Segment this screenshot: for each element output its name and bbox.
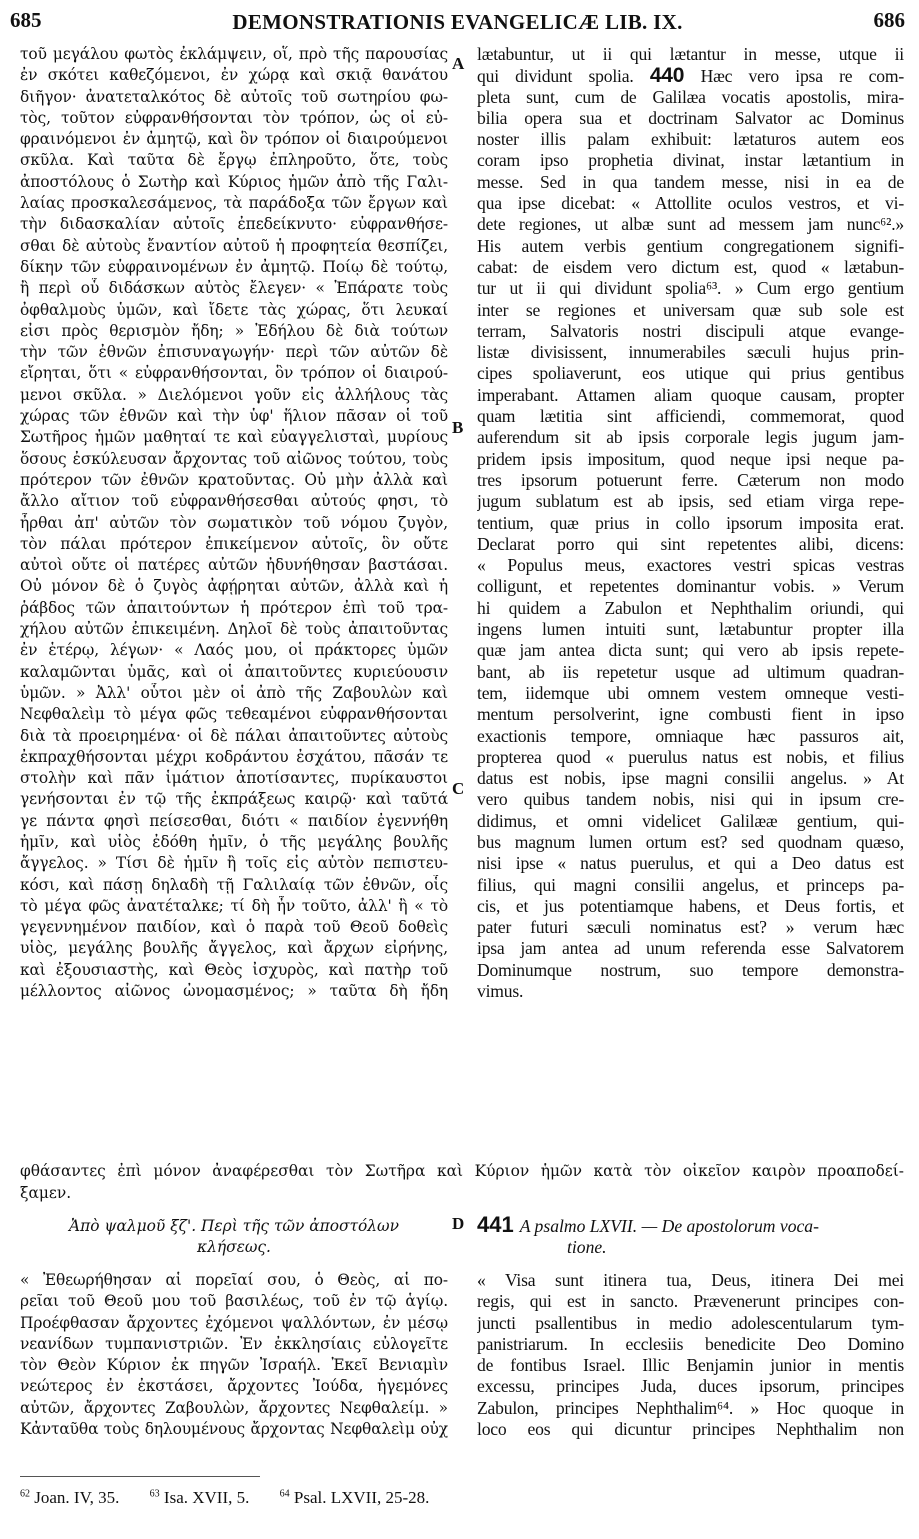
latin-text-line: pridem ipsis impositum, quod neque ipsi neque pa- xyxy=(477,448,904,469)
greek-text-line: ἡμῖν, καὶ υἱὸς ἐδόθη ἡμῖν, ὁ τῆς μεγάλης βουλῆς xyxy=(20,832,448,851)
greek-text-line: Οὐ μόνον δὲ ὁ ζυγὸς ἀφῄρηται αὐτῶν, ἀλλὰ καὶ ἡ xyxy=(20,577,448,596)
latin-text-line: terram, Salvatoris nostri discipuli atque evange- xyxy=(477,320,904,341)
greek-text-line: δίκην τῶν εὐφραινομένων ἐν ἀμητῷ. Ποίῳ δὲ τούτῳ, xyxy=(20,257,448,276)
footnotes xyxy=(20,1488,455,1508)
greek-text-line: χώρας τῶν ἐθνῶν καὶ τὴν ὑφ' ἥλιον πᾶσαν οἱ τοῦ xyxy=(20,407,448,426)
greek-text-line: τὸ μέγα φῶς ἀνατέταλκε; τί δὴ ἦν τοῦτο, ἀλλ' ἢ « τὸ xyxy=(20,896,448,915)
greek-text-line: διὰ τὰ προειρημένα· οἱ δὲ πάλαι ἀπαιτοῦντες αὐτοὺς xyxy=(20,726,448,745)
spanning-line-2: ξαμεν. xyxy=(20,1184,72,1202)
greek-text-line: εἴρηται, ὅτι « εὐφρανθήσονται, ὃν τρόπον οἱ διαιρού- xyxy=(20,364,448,383)
greek-text-line: πρότερον τῶν ἐθνῶν κρατοῦντας. Οὐ μὴν ἀλλὰ καὶ xyxy=(20,470,448,489)
latin-text-line: vimus. xyxy=(477,981,524,1002)
latin-text-line: cipes spoliaverunt, eos utique qui prius gentibus xyxy=(477,363,904,384)
greek-text-line: Νεφθαλεὶμ τὸ μέγα φῶς τεθεαμένοι εὐφρανθήσονται xyxy=(20,705,448,724)
latin-column-section-2 xyxy=(477,1270,904,1440)
greek-text-line: γε πάντα φησὶ πείσεσθαι, διότι « παιδίον ἐγεννήθη xyxy=(20,811,448,830)
greek-text-line: ἀποστόλους ὁ Σωτὴρ καὶ Κύριος ἡμῶν ἀπὸ τῆς Γαλι- xyxy=(20,172,448,191)
latin-text-line: Declarat porro qui sint repetentes alibi, dicens: xyxy=(477,533,904,554)
greek-text-line: υἱὸς, μεγάλης βουλῆς ἄγγελος, καὶ ἄρχων εἰρήνης, xyxy=(20,939,448,958)
section-number-440: 440 xyxy=(649,65,685,87)
latin-text-line: listæ divisissent, innumerabiles sæculi hujus prin- xyxy=(477,342,904,363)
greek-text-line: τὸς, τοῦτον εὐφρανθήσονται τὸν τρόπον, ὡς οἱ εὐ- xyxy=(20,108,448,127)
greek-text-line: μενοι σκῦλα. » Διελόμενοι γοῦν εἰς ἀλλήλους τὰς xyxy=(20,385,448,404)
greek-text-line: ὑμῶν. » Ἀλλ' οὗτοι μὲν οἱ ἀπὸ τῆς Ζαβουλὼν καὶ xyxy=(20,683,448,702)
latin-text-line: cabat: de eisdem vero dictum est, quod « lætabun- xyxy=(477,256,904,277)
latin-text-line: quæ jam antea dicta sunt; qui vero ab ipsis repete- xyxy=(477,640,904,661)
latin-text-line: quam lætitia sint afficiendi, commemorat, quod xyxy=(477,406,904,427)
footnote-62: $^{62}$ Joan. IV, 35. xyxy=(20,1488,120,1507)
footnote-64: $^{64}$ Psal. LXVII, 25-28. xyxy=(279,1488,430,1507)
latin-text-line: filius, qui magni consilii angelus, et princeps pa- xyxy=(477,874,904,895)
margin-letter-a: A xyxy=(452,54,465,73)
greek-column-section-2 xyxy=(20,1270,448,1440)
greek-text-line: γεγεννημένον παιδίον, καὶ ὁ παρὰ τοῦ Θεοῦ δοθεὶς xyxy=(20,918,448,937)
greek-text-line: ἄγγελος. » Τίσι δὲ ἡμῖν ἢ τοῖς εἰς αὐτὸν πεπιστευ- xyxy=(20,854,448,873)
greek-heading-line-1: Ἀπὸ ψαλμοῦ ξζ'. Περὶ τῆς τῶν ἀποστόλων xyxy=(69,1217,399,1235)
greek-column xyxy=(20,44,448,1002)
greek-text-line: φραινόμενοι ἐν ἀμητῷ, καὶ ὃν τρόπον οἱ διαιρούμενοι xyxy=(20,130,448,149)
greek-psalm-line: Κἀνταῦθα τοὺς δηλουμένους ἄρχοντας Νεφθαλεὶμ οὐχ xyxy=(20,1420,448,1439)
latin-text-line: datus est nobis, ipse magni consilii angelus. » At xyxy=(477,768,904,789)
latin-psalm-line: regis, qui est in sancto. Prævenerunt principes con- xyxy=(477,1291,904,1312)
footnote-63: $^{63}$ Isa. XVII, 5. xyxy=(149,1488,250,1507)
latin-text-line: ingens lumen intuiti sunt, lætabuntur propter illa xyxy=(477,619,904,640)
latin-text-line: tres ipsorum potuerunt ferre. Cæterum non modo xyxy=(477,469,904,490)
latin-text-line: bant, ab iis repetetur usque ad ultimum quadran- xyxy=(477,661,904,682)
latin-psalm-line: de fontibus Israel. Illic Benjamin junior in mentis xyxy=(477,1355,904,1376)
greek-text-line: ἦρθαι ἀπ' αὐτῶν τὸν σωματικὸν τοῦ νόμου ζυγὸν, xyxy=(20,513,448,532)
latin-text-line: cis, et jus potentiamque habens, et Deus fortis, et xyxy=(477,895,904,916)
latin-text-line: bus magnum lumen ortum est? sed quodnam quæso, xyxy=(477,831,904,852)
greek-text-line: ῥάβδος τῶν ἀπαιτούντων ἡ πρότερον ἐπὶ τοῦ τρα- xyxy=(20,598,448,617)
latin-text-line: tentium, quæ prius in collo ipsorum imposita erat. xyxy=(477,512,904,533)
latin-text-line: jugum sublatum est ab ipsis, sed etiam virga repe- xyxy=(477,491,904,512)
latin-text-line: qui dividunt spolia. 440 Hæc vero ipsa re com- xyxy=(477,65,904,87)
latin-heading-line-1: A psalmo LXVII. — De apostolorum voca- xyxy=(519,1216,819,1236)
greek-psalm-line: τὸν Θεὸν Κύριον ἐκ πηγῶν Ἰσραήλ. Ἐκεῖ Βενιαμὶν xyxy=(20,1356,448,1375)
latin-text-line: hi quidem a Zabulon et Nephthalim oriundi, qui xyxy=(477,597,904,618)
greek-text-line: ἐκπραχθήσονται μέχρι κοδράντου ἐσχάτου, πᾶσάν τε xyxy=(20,747,448,766)
latin-text-line: colligunt, et repetentes dominantur vobis. » Verum xyxy=(477,576,904,597)
margin-letter-c: C xyxy=(452,779,465,798)
greek-text-line: χήλου αὐτῶν ἐπικειμένη. Δηλοῖ δὲ τοὺς ἀπαιτοῦντας xyxy=(20,620,448,639)
latin-heading-line-2: tione. xyxy=(567,1237,607,1257)
latin-text-line: didimus, et omni videlicet Galilææ gentium, qui- xyxy=(477,810,904,831)
greek-text-line: γενήσονται ἐν τῷ τῆς ἐκπράξεως καιρῷ· καὶ ταῦτά xyxy=(20,790,448,809)
greek-text-line: εἰσι πρὸς θερισμὸν ἤδη; » Ἐδήλου δὲ διὰ τούτων xyxy=(20,321,448,340)
latin-text-line: nisi ipse « natus puerulus, et qui a Deo datus est xyxy=(477,853,904,874)
latin-text-line: dete regiones, ut albæ sunt ad messem jam nunc⁶².» xyxy=(477,214,904,235)
latin-text-line: ipsa jam antea ad unum referenda esse Salvatorem xyxy=(477,938,904,959)
latin-column xyxy=(477,44,904,1002)
section-number-441: 441 xyxy=(477,1212,514,1237)
greek-psalm-line: Προέφθασαν ἄρχοντες ἐχόμενοι ψαλλόντων, ἐν μέσῳ xyxy=(20,1313,448,1332)
greek-text-line: ἐν σκότει καθεζόμενοι, ἐν χώρᾳ καὶ σκιᾷ θανάτου xyxy=(20,66,448,85)
latin-text-line: imperabant. Attamen aliam quoque causam, propter xyxy=(477,384,904,405)
latin-text-line: lætabuntur, ut ii qui lætantur in messe, utque ii xyxy=(477,44,904,64)
latin-section-heading xyxy=(477,1214,904,1258)
greek-text-line: ἢ περὶ οὗ διδάσκων αὐτὸς ἔλεγεν· « Ἐπάρατε τοὺς xyxy=(20,279,448,298)
greek-psalm-line: ρεῖαι τοῦ Θεοῦ μου τοῦ βασιλέως, τοῦ ἐν τῷ ἁγίῳ. xyxy=(20,1292,448,1311)
greek-text-line: τὸν πάλαι πρότερον ἐπικείμενον αὐτοῖς, ὃν οὔτε xyxy=(20,534,448,553)
footnote-rule xyxy=(20,1476,260,1477)
latin-text-line: inter se regiones et universam quæ sub sole est xyxy=(477,299,904,320)
latin-text-line: messe. Sed in qua tandem messe, nisi in ea de xyxy=(477,171,904,192)
greek-text-line: κόσι, καὶ πάσῃ δηλαδὴ τῇ Γαλιλαίᾳ τῶν ἐθνῶν, οἷς xyxy=(20,875,448,894)
greek-text-line: καὶ ἐξουσιαστὴς, καὶ Θεὸς ἰσχυρὸς, καὶ πατὴρ τοῦ xyxy=(20,960,448,979)
greek-section-heading xyxy=(20,1216,448,1258)
latin-text-line: propterea quod « puerulus natus est nobis, et filius xyxy=(477,746,904,767)
latin-text-line: bilia opera sua et doctrinam Salvator ac Dominus xyxy=(477,107,904,128)
greek-text-line: καλαμῶνται ὑμᾶς, καὶ οἱ ἀπαιτοῦντες κυριεύουσιν xyxy=(20,662,448,681)
latin-text-line: qua ipse dicebat: « Attollite oculos vestros, et vi- xyxy=(477,193,904,214)
running-title: DEMONSTRATIONIS EVANGELICÆ LIB. IX. xyxy=(232,10,683,34)
page-number-right: 686 xyxy=(873,8,905,32)
latin-text-line: pater futuri sæculi nominatus est? » verum hæc xyxy=(477,917,904,938)
greek-text-line: Σωτῆρος ἡμῶν μαθηταί τε καὶ εὐαγγελισταὶ, μυρίους xyxy=(20,428,448,447)
latin-text-line: noster illis palam exhibuit: lætaturos autem eos xyxy=(477,129,904,150)
latin-psalm-line: panistriarum. In ecclesiis benedicite Deo Domino xyxy=(477,1333,904,1354)
latin-psalm-line: excessu, principes Juda, duces ipsorum, principes xyxy=(477,1376,904,1397)
greek-text-line: αὐτοὶ οὔτε οἱ πατέρες αὐτῶν ἠδυνήθησαν βαστάσαι. xyxy=(20,556,448,575)
latin-psalm-line: juncti psallentibus in medio adolescentularum tym- xyxy=(477,1312,904,1333)
greek-psalm-line: « Ἐθεωρήθησαν αἱ πορεῖαί σου, ὁ Θεὸς, αἱ πο- xyxy=(20,1271,448,1289)
greek-text-line: ὅσους ἐσκύλευσαν ἄρχοντας τοῦ αἰῶνος τούτου, τοὺς xyxy=(20,449,448,468)
greek-heading-line-2: κλήσεως. xyxy=(197,1238,271,1256)
greek-psalm-line: νεανίδων τυμπανιστριῶν. Ἐν ἐκκλησίαις εὐλογεῖτε xyxy=(20,1334,448,1353)
greek-psalm-line: νεώτερος ἐν ἐκστάσει, ἄρχοντες Ἰούδα, ἡγεμόνες xyxy=(20,1377,448,1396)
greek-psalm-line: αὐτῶν, ἄρχοντες Ζαβουλὼν, ἄρχοντες Νεφθαλείμ. » xyxy=(20,1398,448,1417)
latin-text-line: vero quibus tandem nobis, nisi qui in ipsum cre- xyxy=(477,789,904,810)
latin-text-line: « Populus meus, exactores vestri spicas vestras xyxy=(477,555,904,576)
greek-text-line: σκῦλα. Καὶ ταῦτα δὲ ἔργῳ ἐπληροῦτο, ὅτε, τοὺς xyxy=(20,151,448,170)
margin-letter-b: B xyxy=(452,418,464,437)
greek-text-line: τὴν διδασκαλίαν αὐτοῖς ἐπεδείκνυτο· εὐφρανθήσε- xyxy=(20,215,448,234)
latin-text-line: pleta sunt, cum de Galilæa vocatis apostolis, mira- xyxy=(477,86,904,107)
latin-psalm-line: « Visa sunt itinera tua, Deus, itinera Dei mei xyxy=(477,1270,904,1290)
latin-text-line: His autem verbis gentium congregationem signifi- xyxy=(477,235,904,256)
margin-letter-d: D xyxy=(452,1214,465,1233)
latin-text-line: mentum persolverint, igne combusti fient in ipso xyxy=(477,704,904,725)
greek-text-line: στολὴν καὶ πᾶν ἱμάτιον ἀποτίσαντες, πυρίκαυστοι xyxy=(20,769,448,788)
greek-text-line: τοῦ μεγάλου φωτὸς ἐκλάμψειν, οἵ, πρὸ τῆς παρουσίας xyxy=(20,45,448,63)
latin-text-line: tem, iidemque ubi omnem vestem omneque vesti- xyxy=(477,682,904,703)
latin-text-line: auferendum sit ab ipsis corporale legis jugum jam- xyxy=(477,427,904,448)
greek-text-line: ἐν ἑτέρῳ, λέγων· « Λαός μου, οἱ πράκτορες ὑμῶν xyxy=(20,641,448,660)
greek-text-line: ἄλλο αἴτιον τοῦ εὐφρανθήσεσθαι αὐτούς φησι, τὸ xyxy=(20,492,448,511)
spanning-line-1: φθάσαντες ἐπὶ μόνον ἀναφέρεσθαι τὸν Σωτῆρα καὶ Κύριον ἡμῶν κατὰ τὸν οἰκεῖον καιρὸν προαποδεί- xyxy=(20,1162,904,1180)
greek-text-line: μέλλοντος αἰῶνος ὠνομασμένος; » ταῦτα δὴ ἤδη xyxy=(20,982,448,1001)
greek-text-line: ὀφθαλμοὺς ὑμῶν, καὶ ἴδετε τὰς χώρας, ὅτι λευκαί xyxy=(20,300,448,319)
latin-text-line: tur ut ii qui dividunt spolia⁶³. » Cum ergo gentium xyxy=(477,278,904,299)
greek-text-line: σθαι δὲ αὐτοὺς ἔναντίον αὐτοῦ ἡ προφητεία θεσπίζει, xyxy=(20,236,448,255)
latin-text-line: Dominumque nostrum, suo tempore demonstra- xyxy=(477,959,904,980)
greek-text-line: τὴν τῶν ἐθνῶν ἐπισυναγωγήν· περὶ τῶν αὐτῶν δὲ xyxy=(20,343,448,362)
greek-text-line: λαίας προσκαλεσάμενος, τὰ παράδοξα τῶν ἔργων καὶ xyxy=(20,194,448,213)
latin-psalm-line: loco eos qui dicuntur principes Nephthalim non xyxy=(477,1419,904,1440)
page-number-left: 685 xyxy=(10,8,42,32)
running-header xyxy=(10,6,905,40)
greek-text-line: διῆγον· ἀνατεταλκότος δὲ αὐτοῖς τοῦ σωτηρίου φω- xyxy=(20,87,448,106)
latin-text-line: exactionis tempore, omniaque hæc passuros ait, xyxy=(477,725,904,746)
latin-text-line: coram ipso prophetia divinat, instar lætantium in xyxy=(477,150,904,171)
latin-psalm-line: Zabulon, principes Nephthalim⁶⁴. » Hoc quoque in xyxy=(477,1397,904,1418)
